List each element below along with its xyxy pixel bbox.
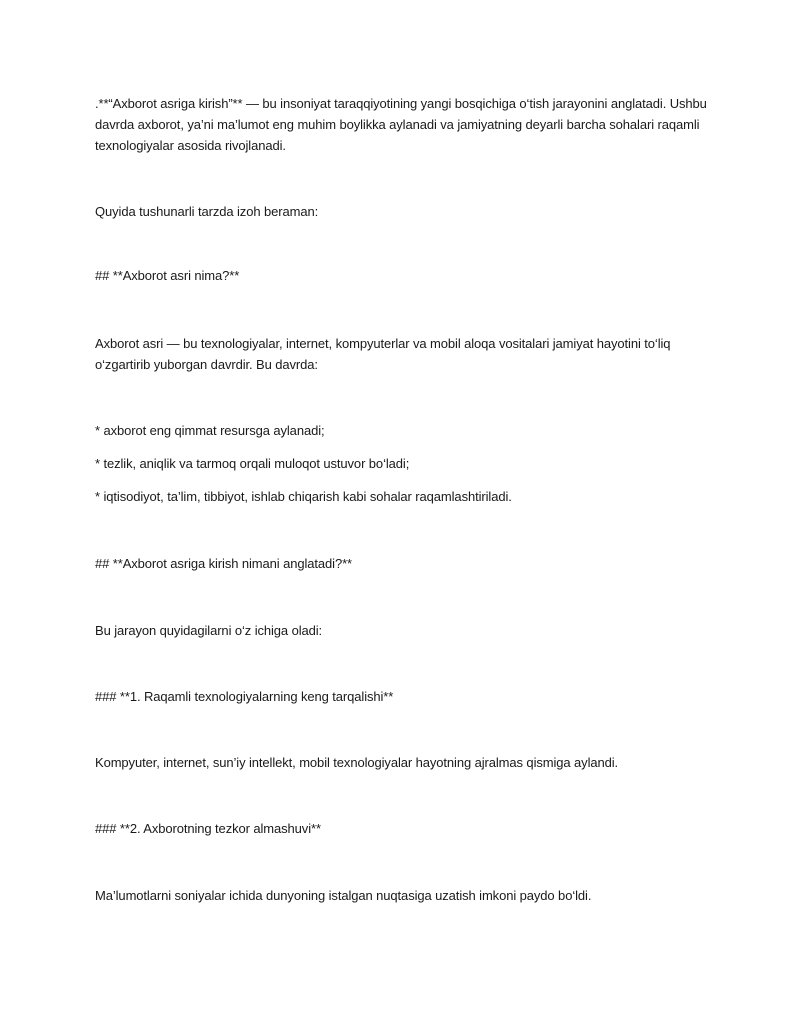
heading-axborot-asriga-kirish: ## **Axborot asriga kirish nimani anglatadi?** bbox=[95, 556, 352, 571]
heading-axborot-asri-nima: ## **Axborot asri nima?** bbox=[95, 268, 240, 283]
intro-paragraph: .**“Axborot asriga kirish”** — bu insoniyat taraqqiyotining yangi bosqichiga o‘tish jarayonini anglatadi. Ushbu davrda axborot, ya’ni ma’lumot eng muhim boylikka aylanadi va jamiyatning deyarli barcha sohalari raqamli texnologiyalar asosida rivojlanadi. bbox=[95, 96, 707, 153]
process-line: Bu jarayon quyidagilarni o‘z ichiga oladi: bbox=[95, 623, 323, 638]
bullet-item-2: * tezlik, aniqlik va tarmoq orqali muloqot ustuvor bo‘ladi; bbox=[95, 456, 410, 471]
subheading-raqamli-texnologiyalar: ### **1. Raqamli texnologiyalarning keng tarqalishi** bbox=[95, 689, 394, 704]
subheading-1-text: Kompyuter, internet, sun’iy intellekt, mobil texnologiyalar hayotning ajralmas qismiga aylandi. bbox=[95, 755, 619, 770]
bullet-item-1: * axborot eng qimmat resursga aylanadi; bbox=[95, 423, 325, 438]
explanation-line: Quyida tushunarli tarzda izoh beraman: bbox=[95, 204, 319, 219]
bullet-item-3: * iqtisodiyot, ta’lim, tibbiyot, ishlab chiqarish kabi sohalar raqamlashtiriladi. bbox=[95, 489, 512, 504]
subheading-axborot-almashuvi: ### **2. Axborotning tezkor almashuvi** bbox=[95, 821, 321, 836]
subheading-2-text: Ma’lumotlarni soniyalar ichida dunyoning istalgan nuqtasiga uzatish imkoni paydo bo‘ldi. bbox=[95, 888, 592, 903]
definition-paragraph: Axborot asri — bu texnologiyalar, internet, kompyuterlar va mobil aloqa vositalari jamiyat hayotini to‘liq o‘zgartirib yuborgan davrdir. Bu davrda: bbox=[95, 336, 671, 372]
